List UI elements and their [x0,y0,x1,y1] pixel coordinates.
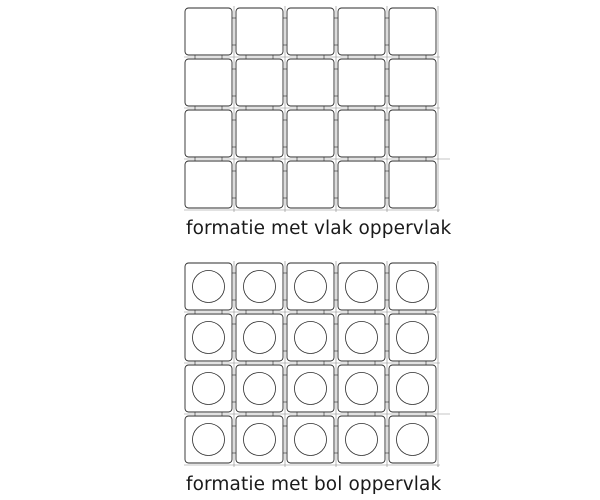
tile [236,8,283,55]
flat-formation-caption: formatie met vlak oppervlak [186,218,452,239]
tile [236,59,283,106]
tile [236,161,283,208]
tile [389,314,436,361]
tile [185,365,232,412]
tile [338,161,385,208]
tile [389,365,436,412]
round-tile-grid [0,255,600,467]
tile [185,161,232,208]
tile [389,263,436,310]
tile [185,314,232,361]
tile [185,59,232,106]
tile [236,314,283,361]
tile [338,365,385,412]
tile [338,110,385,157]
tile [389,110,436,157]
tile [338,59,385,106]
tile [338,314,385,361]
tile [287,110,334,157]
tile [185,8,232,55]
tile [185,110,232,157]
tile [185,416,232,463]
tile [389,8,436,55]
tile [287,416,334,463]
tile [338,263,385,310]
tile [236,110,283,157]
tile [236,365,283,412]
tile [389,161,436,208]
flat-tile-grid [0,0,600,212]
tile [287,161,334,208]
tile [287,263,334,310]
tile [287,365,334,412]
round-formation-caption: formatie met bol oppervlak [186,474,442,495]
tile [287,8,334,55]
tile [236,263,283,310]
tile [389,416,436,463]
tile [287,314,334,361]
tile [236,416,283,463]
tile [338,416,385,463]
tile [389,59,436,106]
tile [338,8,385,55]
tile [185,263,232,310]
tile [287,59,334,106]
